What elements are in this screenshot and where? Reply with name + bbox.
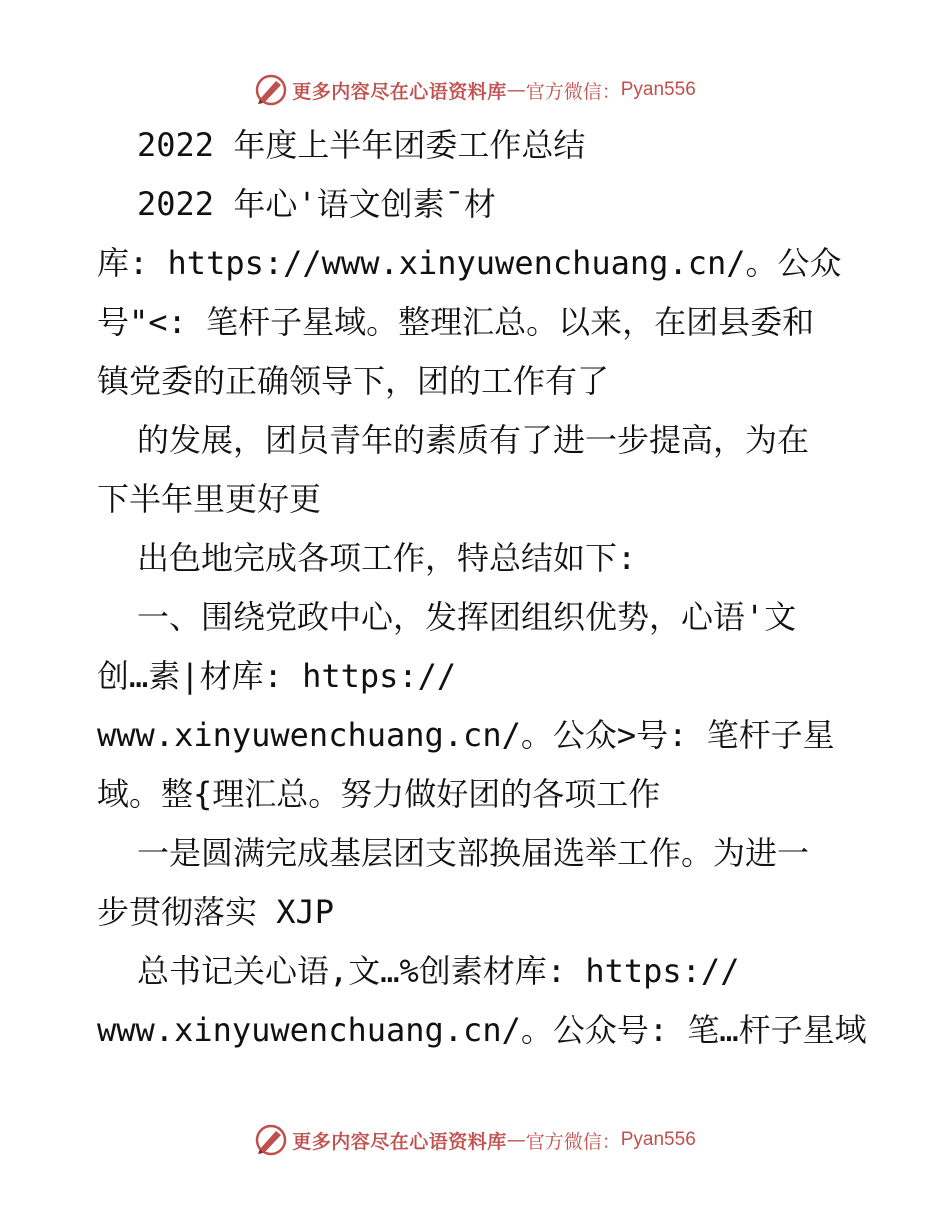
text-line: www.xinyuwenchuang.cn/。公众>号: 笔杆子星 [97, 716, 835, 754]
text-line: www.xinyuwenchuang.cn/。公众号: 笔…杆子星域 [97, 1011, 867, 1049]
text-line: 下半年里更好更 [97, 480, 322, 518]
document-title-line: 2022 年度上半年团委工作总结 [137, 126, 586, 164]
pen-circle-icon [254, 73, 288, 107]
text-line: 域。整{理汇总。努力做好团的各项工作 [97, 775, 661, 813]
banner-wechat-label: 官方微信： [525, 80, 621, 103]
text-line: 步贯彻落实 XJP [97, 893, 335, 931]
pen-circle-icon [254, 1123, 288, 1157]
banner-separator: — [506, 79, 526, 101]
text-line: 2022 年心'语文创素¯材 [137, 185, 496, 223]
banner-wechat-id: Pyan556 [620, 79, 696, 100]
banner-wechat-label: 官方微信： [525, 1130, 621, 1153]
banner-main-text: 更多内容尽在心语资料库 [292, 1130, 507, 1153]
text-line: 号"<: 笔杆子星域。整理汇总。以来，在团县委和 [97, 303, 815, 341]
banner-separator: — [506, 1129, 526, 1151]
text-line: 出色地完成各项工作，特总结如下: [137, 539, 637, 577]
text-line: 创…素|材库: https:// [97, 657, 457, 695]
text-line: 一、围绕党政中心，发挥团组织优势，心语'文 [137, 598, 797, 636]
banner-wechat-id: Pyan556 [620, 1129, 696, 1150]
text-line: 一是圆满完成基层团支部换届选举工作。为进一 [137, 834, 810, 872]
banner-main-text: 更多内容尽在心语资料库 [292, 80, 507, 103]
text-line: 镇党委的正确领导下，团的工作有了 [97, 362, 610, 400]
text-line: 总书记关心语,文…%创素材库: https:// [137, 952, 740, 990]
text-line: 的发展，团员青年的素质有了进一步提高，为在 [137, 421, 810, 459]
header-banner[interactable] [0, 70, 950, 110]
document-body [97, 116, 867, 1060]
text-line: 库: https://www.xinyuwenchuang.cn/。公众 [97, 244, 842, 282]
footer-banner[interactable] [0, 1120, 950, 1160]
